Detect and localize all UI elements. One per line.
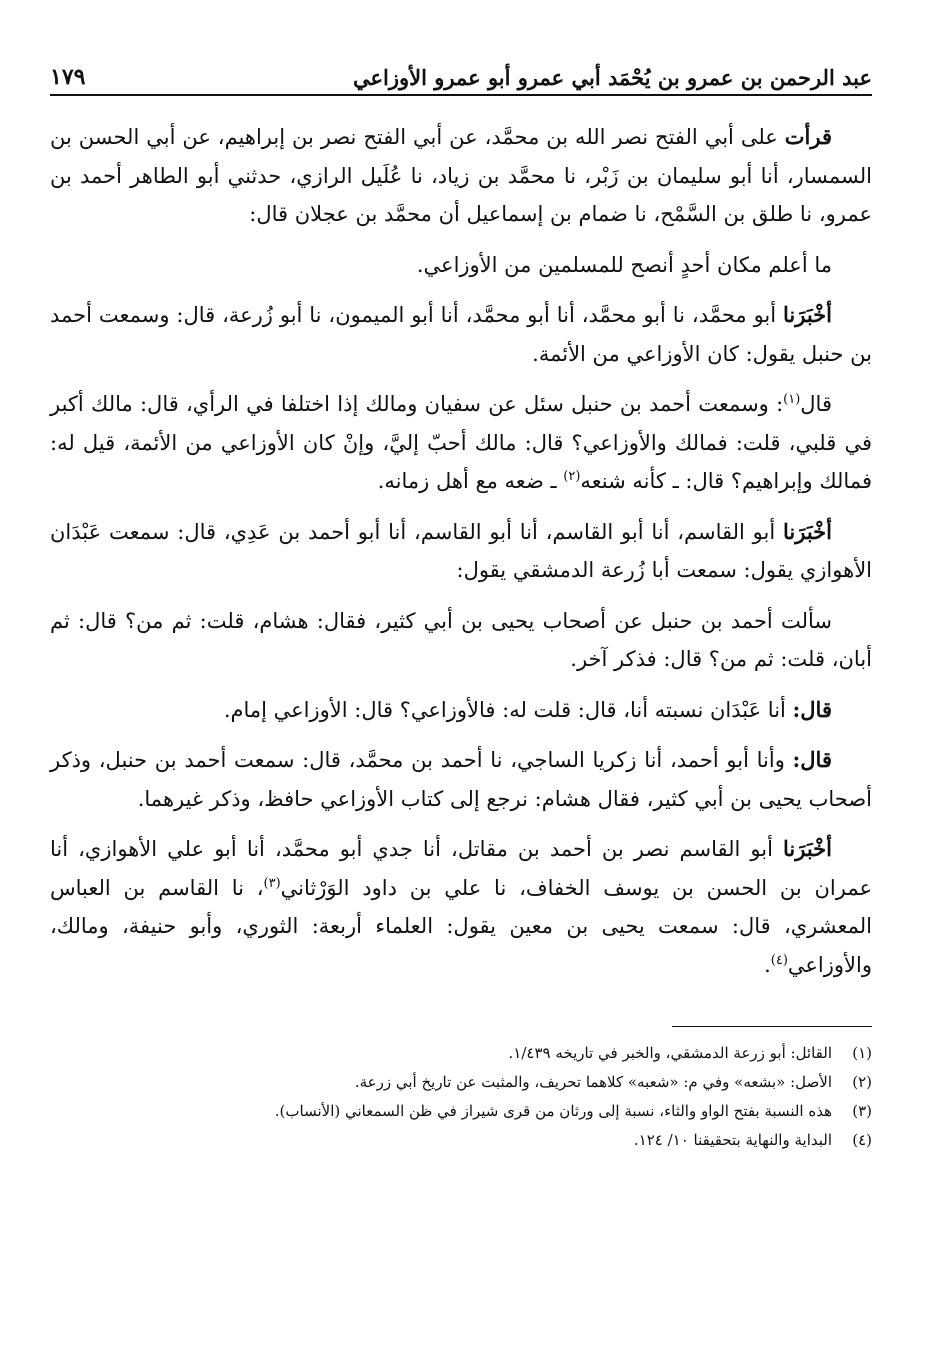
paragraph-text: أبو محمَّد، نا أبو محمَّد، أنا أبو محمَّد، أنا أبو الميمون، نا أبو زُرعة، قال: وسمعت أحمد بن حنبل يقول: كان الأوزاعي من الأئمة. — [50, 303, 872, 366]
paragraph-text: أبو القاسم، أنا أبو القاسم، أنا أبو القاسم، أنا أبو أحمد بن عَدِي، قال: سمعت عَبْدَان الأهوازي يقول: سمعت أبا زُرعة الدمشقي يقول: — [50, 519, 872, 582]
footnote-number: (٢) — [852, 1073, 872, 1091]
footnote-divider — [672, 1026, 872, 1027]
paragraph-text: أنا عَبْدَان نسبته أنا، قال: قلت له: فالأوزاعي؟ قال: الأوزاعي إمام. — [223, 697, 793, 722]
paragraph-text: . — [764, 952, 771, 977]
paragraph-text: قال — [800, 392, 832, 416]
paragraph — [50, 296, 872, 373]
paragraph — [50, 385, 872, 501]
footnote-text: هذه النسبة بفتح الواو والثاء، نسبة إلى ورثان من قرى شيراز في ظن السمعاني (الأنساب). — [274, 1102, 832, 1120]
paragraph-lead: أخْبَرَنا — [783, 518, 832, 544]
paragraph — [50, 513, 872, 590]
paragraph-text: وأنا أبو أحمد، أنا زكريا الساجي، نا أحمد بن محمَّد، قال: سمعت أحمد بن حنبل، وذكر أصحاب يحيى بن أبي كثير، فقال هشام: نرجع إلى كتاب الأوزاعي حافظ، وذكر غيرهما. — [50, 748, 872, 811]
footnote — [50, 1126, 872, 1155]
paragraph — [50, 118, 872, 234]
footnote-ref: (١) — [783, 392, 801, 407]
paragraph-lead: أخْبَرَنا — [783, 302, 832, 327]
footnote-text: البداية والنهاية بتحقيقنا ١٠/ ١٢٤. — [633, 1131, 832, 1149]
footnote-number: (٤) — [852, 1131, 872, 1149]
paragraph-lead: قال: — [792, 747, 832, 772]
paragraph-text: ـ ضعه مع أهل زمانه. — [377, 469, 564, 493]
footnote — [50, 1068, 872, 1097]
paragraph — [50, 602, 872, 679]
book-page — [50, 30, 872, 1155]
paragraph — [50, 830, 872, 984]
footnote-number: (٣) — [852, 1102, 872, 1120]
body-text — [50, 118, 872, 984]
paragraph — [50, 691, 872, 730]
paragraph-text: سألت أحمد بن حنبل عن أصحاب يحيى بن أبي كثير، فقال: هشام، قلت: ثم من؟ قال: ثم أبان، قلت: ثم من؟ قال: فذكر آخر. — [50, 608, 872, 671]
paragraph-lead: قرأت — [784, 124, 832, 149]
footnote-text: القائل: أبو زرعة الدمشقي، والخبر في تاريخه ١/٤٣٩. — [508, 1044, 832, 1062]
running-head — [50, 30, 872, 96]
footnote — [50, 1039, 872, 1068]
paragraph-text: على أبي الفتح نصر الله بن محمَّد، عن أبي الفتح نصر بن إبراهيم، عن أبي الحسن بن السمسار، أنا أبو سليمان بن زَبْر، نا محمَّد بن زياد، نا عُلَيل الرازي، حدثني أبو الطاهر أحمد بن عمرو، نا طلق بن السَّمْح، نا ضمام بن إسماعيل أن محمَّد بن عجلان قال: — [50, 125, 872, 226]
paragraph-text: : وسمعت أحمد بن حنبل سئل عن سفيان ومالك إذا اختلفا في الرأي، قال: مالك أكبر في قلبي، قلت: فمالك والأوزاعي؟ قال: مالك أحبّ إليَّ، وإنْ كان الأوزاعي من الأئمة، قيل له: فمالك وإبراهيم؟ قال: ـ كأنه شنعه — [50, 392, 872, 493]
footnote-ref: (٣) — [263, 875, 281, 891]
paragraph — [50, 741, 872, 818]
footnote-number: (١) — [852, 1044, 872, 1062]
footnotes — [50, 1039, 872, 1155]
footnote-ref: (٢) — [563, 469, 581, 484]
footnote-text: الأصل: «بشعه» وفي م: «شعبه» كلاهما تحريف، والمثبت عن تاريخ أبي زرعة. — [354, 1073, 832, 1091]
paragraph — [50, 246, 872, 285]
running-title: عبد الرحمن بن عمرو بن يُحْمَد أبي عمرو أبو عمرو الأوزاعي — [352, 65, 872, 90]
page-number: ١٧٩ — [50, 64, 86, 90]
footnote — [50, 1097, 872, 1126]
paragraph-lead: أخْبَرَنا — [783, 836, 832, 861]
paragraph-lead: قال: — [792, 696, 832, 722]
footnote-ref: (٤) — [770, 952, 788, 968]
paragraph-text: أبو القاسم نصر بن أحمد بن مقاتل، أنا جدي أبو محمَّد، أنا أبو علي الأهوازي، أنا عمران بن الحسن بن يوسف الخفاف، نا علي بن داود الوَرْثاني — [50, 837, 873, 900]
paragraph-text: ، نا القاسم بن العباس المعشري، قال: سمعت يحيى بن معين يقول: العلماء أربعة: الثوري، وأبو حنيفة، ومالك، والأوزاعي — [50, 875, 872, 977]
paragraph-text: ما أعلم مكان أحدٍ أنصح للمسلمين من الأوزاعي. — [416, 252, 832, 277]
